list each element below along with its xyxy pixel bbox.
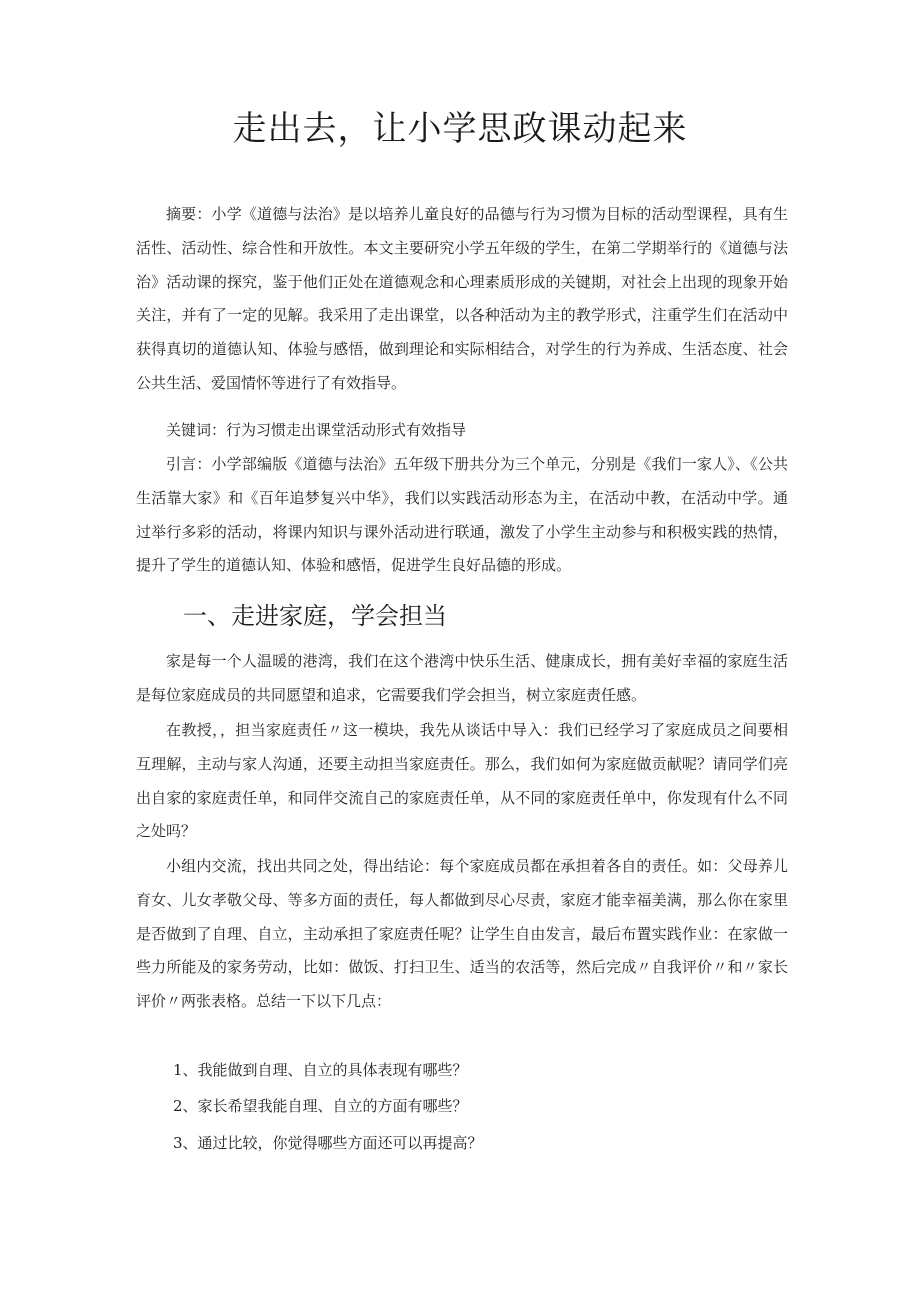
intro-paragraph: 引言：小学部编版《道德与法治》五年级下册共分为三个单元，分别是《我们一家人》、《公共生活靠大家》和《百年追梦复兴中华》，我们以实践活动形态为主，在活动中教，在活动中学。通过举行多彩的活动，将课内知识与课外活动进行联通，激发了小学生主动参与和积极实践的热情，提升了学生的道德认知、体验和感悟，促进学生良好品德的形成。	[136, 455, 788, 575]
list-item: 1、我能做到自理、自立的具体表现有哪些？	[173, 1061, 468, 1079]
section-paragraph: 小组内交流，找出共同之处，得出结论：每个家庭成员都在承担着各自的责任。如：父母养儿育女、儿女孝敬父母、等多方面的责任，每人都做到尽心尽责，家庭才能幸福美满，那么你在家里是否做到了自理、自立，主动承担了家庭责任呢？让学生自由发言，最后布置实践作业：在家做一些力所能及的家务劳动，比如：做饭、打扫卫生、适当的农活等，然后完成〃自我评价〃和〃家长评价〃两张表格。总结一下以下几点：	[136, 857, 788, 1011]
section-paragraph: 家是每一个人温暖的港湾，我们在这个港湾中快乐生活、健康成长，拥有美好幸福的家庭生活是每位家庭成员的共同愿望和追求，它需要我们学会担当，树立家庭责任感。	[136, 652, 788, 704]
abstract-paragraph: 摘要：小学《道德与法治》是以培养儿童良好的品德与行为习惯为目标的活动型课程，具有生活性、活动性、综合性和开放性。本文主要研究小学五年级的学生，在第二学期举行的《道德与法治》活动课的探究，鉴于他们正处在道德观念和心理素质形成的关键期，对社会上出现的现象开始关注，并有了一定的见解。我采用了走出课堂，以各种活动为主的教学形式，注重学生们在活动中获得真切的道德认知、体验与感悟，做到理论和实际相结合，对学生的行为养成、生活态度、社会公共生活、爱国情怀等进行了有效指导。	[136, 205, 788, 392]
list-item: 2、家长希望我能自理、自立的方面有哪些？	[173, 1097, 468, 1115]
list-item: 3、通过比较，你觉得哪些方面还可以再提高？	[173, 1134, 483, 1152]
keywords-paragraph: 关键词：行为习惯走出课堂活动形式有效指导	[166, 421, 467, 439]
section-paragraph: 在教授，，担当家庭责任〃这一模块，我先从谈话中导入：我们已经学习了家庭成员之间要相互理解，主动与家人沟通，还要主动担当家庭责任。那么，我们如何为家庭做贡献呢？请同学们亮出自家的家庭责任单，和同伴交流自己的家庭责任单，从不同的家庭责任单中，你发现有什么不同之处吗？	[136, 721, 788, 841]
section-heading: 一、走进家庭，学会担当	[183, 602, 447, 630]
document-title: 走出去，让小学思政课动起来	[232, 109, 688, 149]
